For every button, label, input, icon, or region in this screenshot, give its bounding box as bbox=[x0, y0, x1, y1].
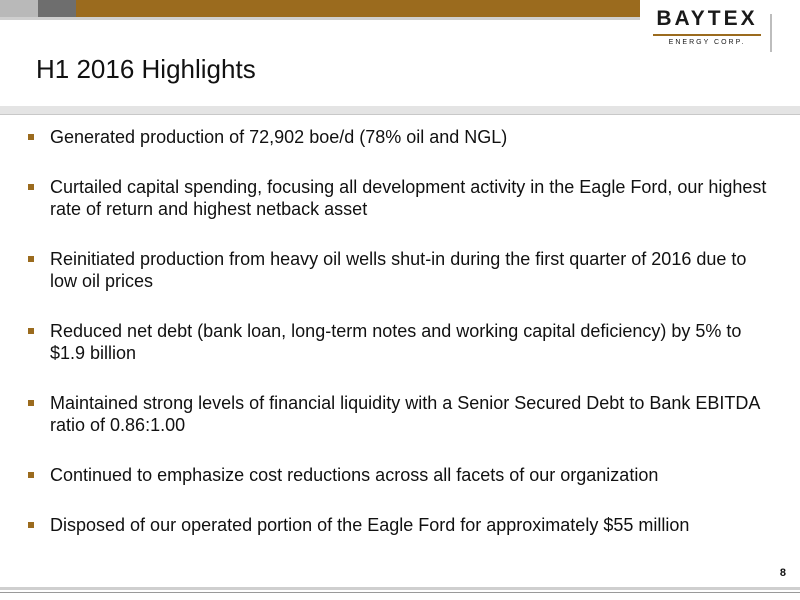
square-bullet-icon bbox=[28, 400, 34, 406]
logo-wordmark: BAYTEX bbox=[656, 7, 758, 30]
header-bar-segment-accent bbox=[76, 0, 640, 17]
list-item bbox=[28, 320, 768, 364]
square-bullet-icon bbox=[28, 184, 34, 190]
bullet-text: Reinitiated production from heavy oil wells shut-in during the first quarter of 2016 due to low oil prices bbox=[50, 249, 747, 291]
square-bullet-icon bbox=[28, 256, 34, 262]
bullet-text: Curtailed capital spending, focusing all development activity in the Eagle Ford, our highest rate of return and highest netback asset bbox=[50, 177, 767, 219]
footer-divider-line bbox=[0, 592, 800, 593]
logo-bracket bbox=[770, 14, 772, 52]
slide-title: H1 2016 Highlights bbox=[36, 54, 256, 84]
header-bar-segment-light bbox=[0, 0, 38, 17]
title-divider-line bbox=[0, 114, 800, 115]
square-bullet-icon bbox=[28, 134, 34, 140]
list-item bbox=[28, 464, 768, 486]
header-bar-segment-dark bbox=[38, 0, 76, 17]
title-divider bbox=[0, 106, 800, 114]
list-item bbox=[28, 248, 768, 292]
highlights-list bbox=[28, 126, 768, 564]
square-bullet-icon bbox=[28, 472, 34, 478]
bullet-text: Maintained strong levels of financial liquidity with a Senior Secured Debt to Bank EBITDA ratio of 0.86:1.00 bbox=[50, 393, 760, 435]
logo-rule bbox=[653, 34, 761, 36]
header-color-bar bbox=[0, 0, 640, 17]
company-logo bbox=[642, 8, 772, 54]
footer-divider bbox=[0, 587, 800, 590]
logo-subtitle: ENERGY CORP. bbox=[668, 39, 746, 46]
page-number: 8 bbox=[779, 567, 786, 579]
square-bullet-icon bbox=[28, 328, 34, 334]
bullet-text: Reduced net debt (bank loan, long-term notes and working capital deficiency) by 5% to $1.9 billion bbox=[50, 321, 742, 363]
bullet-text: Generated production of 72,902 boe/d (78% oil and NGL) bbox=[50, 127, 508, 147]
list-item bbox=[28, 176, 768, 220]
bullet-text: Continued to emphasize cost reductions across all facets of our organization bbox=[50, 465, 659, 485]
header-divider bbox=[0, 17, 640, 20]
list-item bbox=[28, 392, 768, 436]
list-item bbox=[28, 126, 768, 148]
bullet-text: Disposed of our operated portion of the Eagle Ford for approximately $55 million bbox=[50, 515, 690, 535]
square-bullet-icon bbox=[28, 522, 34, 528]
list-item bbox=[28, 514, 768, 536]
